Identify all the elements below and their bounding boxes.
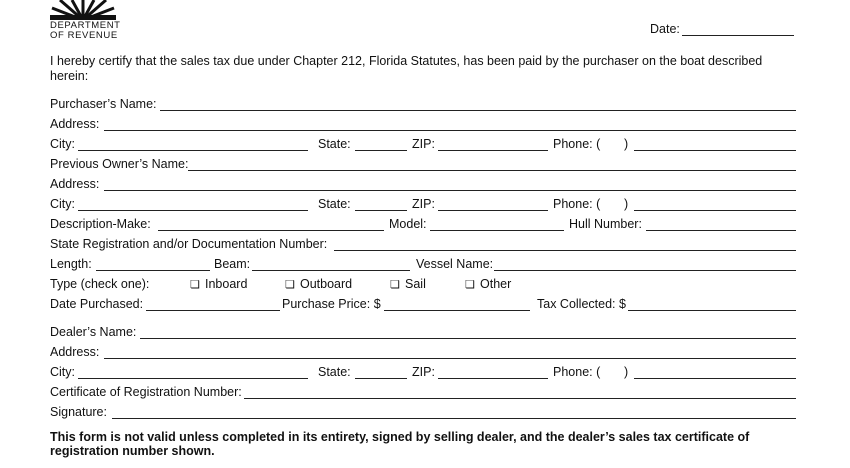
dealer-city-label: City: bbox=[50, 365, 75, 379]
purchaser-state-field[interactable] bbox=[355, 150, 407, 151]
description-make-label: Description-Make: bbox=[50, 217, 151, 231]
other-label: Other bbox=[480, 277, 512, 291]
outboard-label: Outboard bbox=[300, 277, 353, 291]
dealer-phone-field[interactable] bbox=[634, 378, 796, 379]
other-checkbox[interactable]: ❏ bbox=[465, 279, 475, 291]
purchaser-city-field[interactable] bbox=[78, 150, 308, 151]
dealer-phone-paren: ) bbox=[624, 365, 629, 379]
date-label: Date: bbox=[650, 22, 680, 36]
purchaser-phone-label: Phone: ( bbox=[553, 137, 601, 151]
hull-number-field[interactable] bbox=[646, 230, 796, 231]
tax-collected-label: Tax Collected: $ bbox=[537, 297, 626, 311]
dealer-name-field[interactable] bbox=[140, 338, 796, 339]
department-name: DEPARTMENT OF REVENUE bbox=[50, 20, 121, 41]
certification-statement: I hereby certify that the sales tax due under Chapter 212, Florida Statutes, has been paid by the purchaser on the boat described herein: bbox=[50, 54, 763, 83]
dealer-state-field[interactable] bbox=[355, 378, 407, 379]
beam-label: Beam: bbox=[214, 257, 251, 271]
previous-owner-city-label: City: bbox=[50, 197, 75, 211]
date-purchased-field[interactable] bbox=[146, 310, 280, 311]
signature-field[interactable] bbox=[112, 418, 796, 419]
previous-owner-field[interactable] bbox=[188, 170, 796, 171]
previous-owner-label: Previous Owner’s Name: bbox=[50, 157, 189, 171]
vessel-name-label: Vessel Name: bbox=[416, 257, 494, 271]
dealer-phone-label: Phone: ( bbox=[553, 365, 601, 379]
purchaser-zip-field[interactable] bbox=[438, 150, 548, 151]
model-field[interactable] bbox=[430, 230, 564, 231]
outboard-checkbox[interactable]: ❏ bbox=[285, 279, 295, 291]
purchaser-name-field[interactable] bbox=[160, 110, 796, 111]
length-label: Length: bbox=[50, 257, 92, 271]
type-label: Type (check one): bbox=[50, 277, 150, 291]
previous-owner-zip-field[interactable] bbox=[438, 210, 548, 211]
validity-notice: This form is not valid unless completed in its entirety, signed by selling dealer, and the dealer’s sales tax certificate of registration number shown. bbox=[50, 430, 750, 458]
beam-field[interactable] bbox=[252, 270, 410, 271]
description-make-field[interactable] bbox=[158, 230, 384, 231]
dealer-address-field[interactable] bbox=[104, 358, 796, 359]
previous-owner-state-label: State: bbox=[318, 197, 351, 211]
sail-label: Sail bbox=[405, 277, 426, 291]
purchase-price-label: Purchase Price: $ bbox=[282, 297, 381, 311]
previous-owner-zip-label: ZIP: bbox=[412, 197, 435, 211]
dealer-address-label: Address: bbox=[50, 345, 100, 359]
certificate-registration-label: Certificate of Registration Number: bbox=[50, 385, 242, 399]
dealer-zip-field[interactable] bbox=[438, 378, 548, 379]
dealer-state-label: State: bbox=[318, 365, 351, 379]
dealer-city-field[interactable] bbox=[78, 378, 308, 379]
previous-owner-state-field[interactable] bbox=[355, 210, 407, 211]
hull-number-label: Hull Number: bbox=[569, 217, 642, 231]
purchaser-zip-label: ZIP: bbox=[412, 137, 435, 151]
sail-checkbox[interactable]: ❏ bbox=[390, 279, 400, 291]
previous-owner-address-label: Address: bbox=[50, 177, 100, 191]
sunburst-logo-icon bbox=[50, 0, 120, 20]
inboard-checkbox[interactable]: ❏ bbox=[190, 279, 200, 291]
dealer-zip-label: ZIP: bbox=[412, 365, 435, 379]
previous-owner-phone-field[interactable] bbox=[634, 210, 796, 211]
previous-owner-phone-paren: ) bbox=[624, 197, 629, 211]
purchaser-phone-field[interactable] bbox=[634, 150, 796, 151]
dealer-name-label: Dealer’s Name: bbox=[50, 325, 137, 339]
purchaser-state-label: State: bbox=[318, 137, 351, 151]
purchaser-name-label: Purchaser’s Name: bbox=[50, 97, 157, 111]
state-registration-field[interactable] bbox=[334, 250, 796, 251]
date-field[interactable] bbox=[682, 35, 794, 36]
purchaser-city-label: City: bbox=[50, 137, 75, 151]
tax-collected-field[interactable] bbox=[628, 310, 796, 311]
purchaser-address-label: Address: bbox=[50, 117, 100, 131]
inboard-label: Inboard bbox=[205, 277, 248, 291]
previous-owner-address-field[interactable] bbox=[104, 190, 796, 191]
previous-owner-phone-label: Phone: ( bbox=[553, 197, 601, 211]
purchase-price-field[interactable] bbox=[384, 310, 530, 311]
signature-label: Signature: bbox=[50, 405, 107, 419]
length-field[interactable] bbox=[96, 270, 210, 271]
date-purchased-label: Date Purchased: bbox=[50, 297, 144, 311]
purchaser-phone-paren: ) bbox=[624, 137, 629, 151]
previous-owner-city-field[interactable] bbox=[78, 210, 308, 211]
model-label: Model: bbox=[389, 217, 427, 231]
certificate-registration-field[interactable] bbox=[244, 398, 796, 399]
state-registration-label: State Registration and/or Documentation Number: bbox=[50, 237, 328, 251]
purchaser-address-field[interactable] bbox=[104, 130, 796, 131]
vessel-name-field[interactable] bbox=[494, 270, 796, 271]
